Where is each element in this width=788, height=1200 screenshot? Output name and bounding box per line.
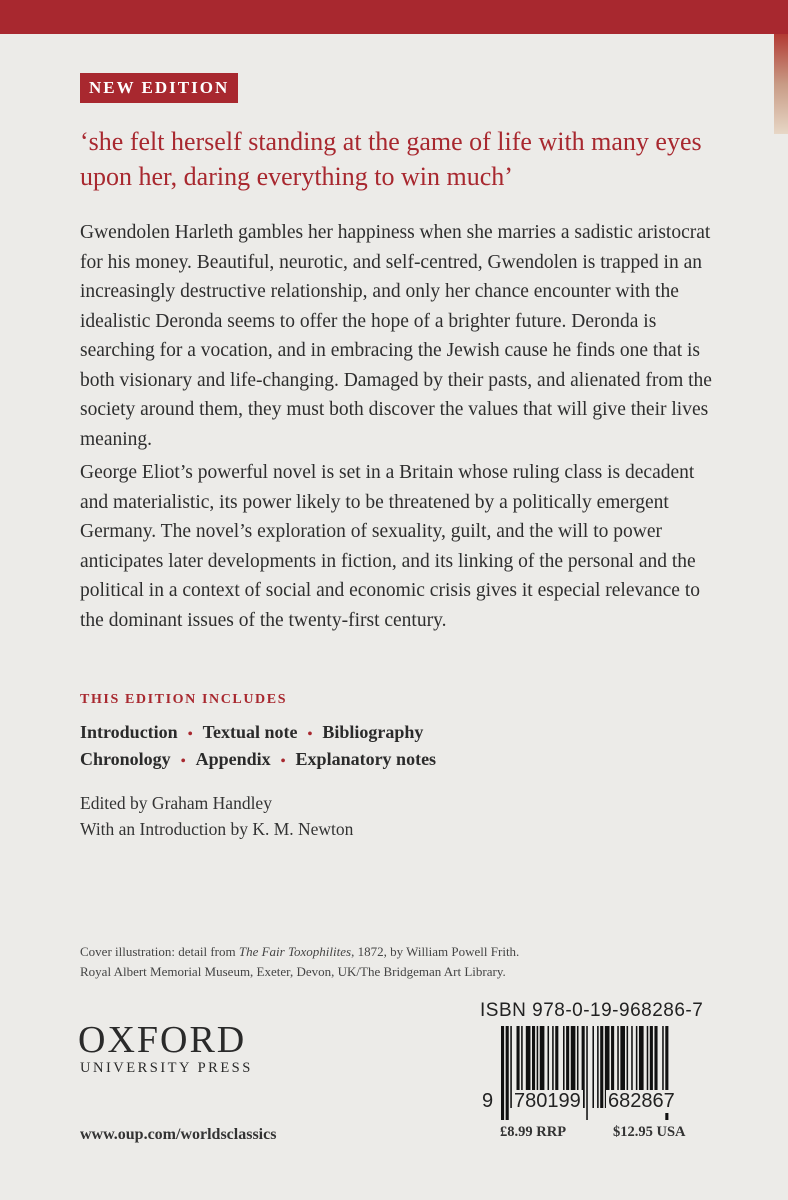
includes-item: Explanatory notes xyxy=(295,749,437,769)
includes-item: Textual note xyxy=(202,722,298,742)
price-uk: £8.99 RRP xyxy=(500,1124,567,1140)
barcode-digits-group-1: 780199 xyxy=(514,1090,581,1112)
barcode-digits-group-2: 682867 xyxy=(608,1090,675,1112)
includes-item: Chronology xyxy=(80,749,171,769)
price-us: $12.95 USA xyxy=(613,1124,686,1140)
synopsis-paragraph-2 xyxy=(80,458,720,635)
bullet-separator: • xyxy=(280,754,286,769)
cover-caption-line-2: Royal Albert Memorial Museum, Exeter, Devon, UK/The Bridgeman Art Library. xyxy=(80,964,506,979)
cover-art-edge xyxy=(774,34,788,134)
caption-prefix: Cover illustration: detail from xyxy=(80,944,239,959)
barcode-bar xyxy=(592,1026,594,1108)
top-cover-band xyxy=(0,0,788,34)
includes-item: Appendix xyxy=(195,749,271,769)
publisher-logo-name: OXFORD xyxy=(78,1019,247,1061)
bullet-separator: • xyxy=(187,727,193,742)
new-edition-badge: NEW EDITION xyxy=(80,73,238,103)
pull-quote: ‘she felt herself standing at the game of life with many eyes upon her, daring everything to win much’ xyxy=(80,127,702,191)
cover-caption xyxy=(80,942,519,982)
isbn-label: ISBN 978-0-19-968286-7 xyxy=(480,1000,704,1021)
edition-includes-heading: THIS EDITION INCLUDES xyxy=(80,692,288,707)
barcode-digit-first: 9 xyxy=(482,1090,494,1112)
cover-caption-line-1 xyxy=(80,942,519,962)
barcode-bar xyxy=(600,1026,603,1108)
includes-item: Introduction xyxy=(80,722,178,742)
barcode-bar xyxy=(597,1026,599,1108)
includes-row-1 xyxy=(80,722,423,743)
barcode-bar xyxy=(586,1026,588,1120)
includes-item: Bibliography xyxy=(322,722,424,742)
includes-row-2 xyxy=(80,749,436,770)
synopsis-text-2: George Eliot’s powerful novel is set in a Britain whose ruling class is decadent and materialistic, its power likely to be threatened by a politically emergent Germany. The novel’s exploration of sexuality, guilt, and the will to power anticipates later developments in fiction, and its linking of the personal and the political in a context of social and economic crisis gives it especial relevance to the dominant issues of the twenty-first century. xyxy=(80,462,700,631)
painting-title: The Fair Toxophilites xyxy=(238,944,352,959)
publisher-url[interactable]: www.oup.com/worldsclassics xyxy=(80,1126,277,1143)
synopsis-text-1: Gwendolen Harleth gambles her happiness when she marries a sadistic aristocrat for his money. Beautiful, neurotic, and self-centred, Gwendolen is trapped in an increasingly destructive relationship, and only her chance encounter with the idealistic Deronda seems to offer the hope of a brighter future. Deronda is searching for a vocation, and in embracing the Jewish cause he finds one that is both visionary and life-changing. Damaged by their pasts, and alienated from the society around them, they must both discover the values that will give their lives meaning. xyxy=(80,222,712,450)
barcode-bar xyxy=(506,1026,509,1120)
credits xyxy=(80,790,353,842)
barcode-bar xyxy=(501,1026,504,1120)
synopsis-paragraph-1 xyxy=(80,218,720,454)
introduction-by: With an Introduction by K. M. Newton xyxy=(80,819,354,839)
bullet-separator: • xyxy=(180,754,186,769)
caption-suffix: , 1872, by William Powell Frith. xyxy=(351,944,520,959)
publisher-logo-subname: UNIVERSITY PRESS xyxy=(80,1060,253,1076)
edited-by: Edited by Graham Handley xyxy=(80,793,272,813)
bullet-separator: • xyxy=(307,727,313,742)
